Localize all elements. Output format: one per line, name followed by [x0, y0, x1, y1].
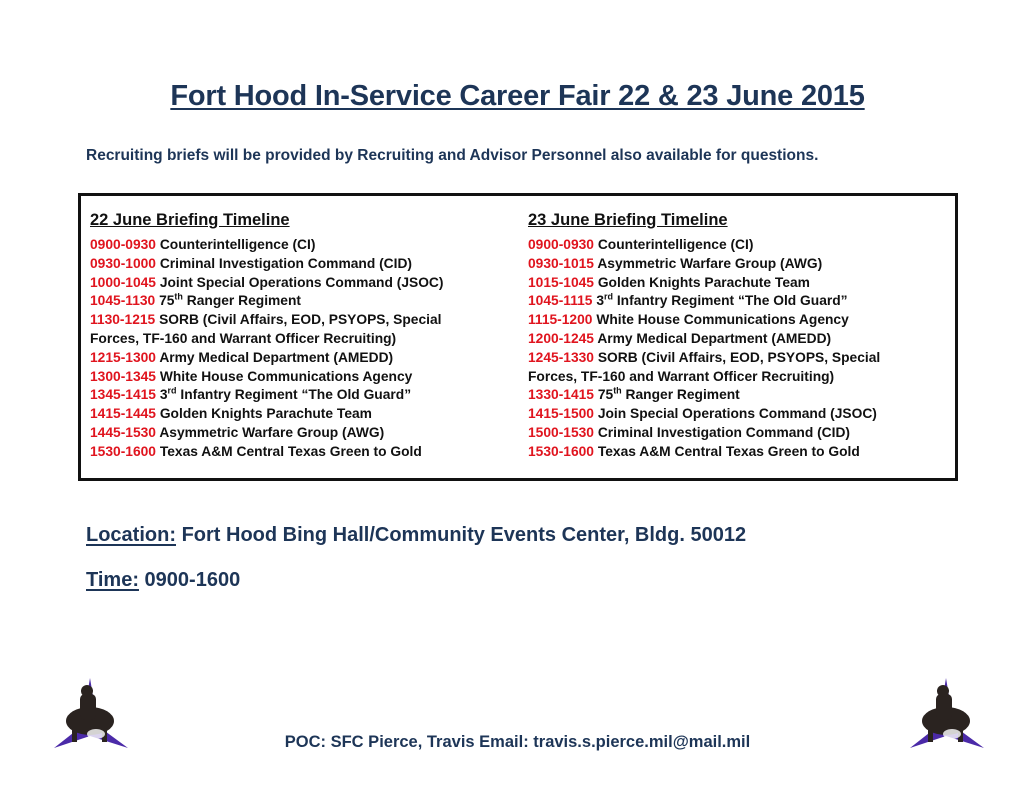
entry-time: 1500-1530	[528, 424, 594, 440]
entry-description: Texas A&M Central Texas Green to Gold	[597, 443, 860, 459]
timeline-entry	[528, 274, 948, 293]
location-line	[86, 524, 746, 547]
day2-timeline	[528, 210, 948, 462]
timeline-entry	[90, 255, 510, 274]
entry-time: 1530-1600	[90, 443, 156, 459]
timeline-entry	[528, 424, 948, 443]
entry-time: 1330-1415	[528, 387, 594, 403]
day1-entries	[90, 236, 510, 462]
timeline-entry: 1045-1115 3rd Infantry Regiment “The Old Guard”	[528, 291, 848, 309]
subtitle: Recruiting briefs will be provided by Recruiting and Advisor Personnel also available for questions.	[86, 147, 819, 164]
entry-description: Counterintelligence (CI)	[597, 237, 754, 252]
entry-description: Ranger Regiment	[186, 293, 301, 309]
entry-description: Infantry Regiment “The Old Guard”	[180, 387, 412, 403]
timeline-entry	[90, 274, 510, 293]
timeline-entry	[90, 443, 510, 462]
schedule-box	[78, 193, 958, 481]
entry-time: 0900-0930	[528, 237, 594, 252]
timeline-entry: 1045-1130 75th Ranger Regiment	[90, 291, 301, 309]
entry-description: Asymmetric Warfare Group (AWG)	[597, 255, 823, 271]
entry-time: 1130-1215	[90, 312, 156, 328]
day1-title: 22 June Briefing Timeline	[90, 211, 290, 229]
time-label: Time:	[86, 569, 139, 591]
entry-description: White House Communications Agency	[159, 368, 413, 384]
entry-description: Golden Knights Parachute Team	[159, 406, 372, 422]
entry-time: 1415-1500	[528, 406, 594, 422]
entry-continuation: Forces, TF-160 and Warrant Officer Recruiting)	[90, 330, 397, 346]
entry-description: Join Special Operations Command (JSOC)	[597, 406, 877, 422]
timeline-entry	[528, 311, 948, 330]
entry-description: SORB (Civil Affairs, EOD, PSYOPS, Special	[159, 312, 442, 328]
timeline-entry	[528, 405, 948, 424]
timeline-entry	[90, 424, 510, 443]
entry-description: Criminal Investigation Command (CID)	[159, 255, 413, 271]
entry-time: 1300-1345	[90, 368, 156, 384]
timeline-entry: 1345-1415 3rd Infantry Regiment “The Old Guard”	[90, 385, 412, 403]
entry-time: 0900-0930	[90, 237, 156, 252]
entry-description: Asymmetric Warfare Group (AWG)	[159, 424, 385, 440]
entry-time: 0930-1015	[528, 255, 594, 271]
timeline-entry	[90, 405, 510, 424]
entry-description: Golden Knights Parachute Team	[597, 274, 810, 290]
entry-time: 1000-1045	[90, 274, 156, 290]
entry-description: Infantry Regiment “The Old Guard”	[616, 293, 848, 309]
timeline-entry	[528, 349, 948, 368]
page-title	[0, 80, 1035, 113]
timeline-entry	[528, 236, 948, 255]
entry-description: Joint Special Operations Command (JSOC)	[159, 274, 444, 290]
entry-time: 1415-1445	[90, 406, 156, 422]
day2-entries	[528, 236, 948, 462]
entry-time: 1015-1045	[528, 274, 594, 290]
poc-contact: POC: SFC Pierce, Travis Email: travis.s.pierce.mil@mail.mil	[284, 733, 751, 751]
entry-time: 1045-1130	[90, 293, 156, 309]
entry-time: 1115-1200	[528, 312, 593, 328]
entry-description: Texas A&M Central Texas Green to Gold	[159, 443, 422, 459]
time-line	[86, 569, 240, 592]
entry-time: 1530-1600	[528, 443, 594, 459]
entry-time: 1245-1330	[528, 349, 594, 365]
location-value: Fort Hood Bing Hall/Community Events Center, Bldg. 50012	[181, 524, 747, 546]
entry-time: 0930-1000	[90, 255, 156, 271]
timeline-entry	[528, 443, 948, 462]
time-value: 0900-1600	[144, 569, 241, 591]
entry-description: White House Communications Agency	[596, 312, 849, 328]
entry-description: Army Medical Department (AMEDD)	[597, 330, 832, 346]
entry-time: 1200-1245	[528, 330, 594, 346]
entry-continuation: Forces, TF-160 and Warrant Officer Recruiting)	[528, 368, 835, 384]
timeline-entry	[90, 368, 510, 387]
entry-time: 1215-1300	[90, 349, 156, 365]
entry-time: 1445-1530	[90, 424, 156, 440]
timeline-entry: 1330-1415 75th Ranger Regiment	[528, 385, 740, 403]
timeline-entry	[528, 255, 948, 274]
day1-timeline	[90, 210, 510, 462]
title-text: Fort Hood In-Service Career Fair 22 & 23 June 2015	[170, 80, 865, 112]
timeline-entry	[528, 330, 948, 349]
location-label: Location:	[86, 524, 176, 546]
entry-description: Ranger Regiment	[625, 387, 740, 403]
timeline-entry	[90, 236, 510, 255]
entry-description: Counterintelligence (CI)	[159, 237, 316, 252]
timeline-entry	[90, 349, 510, 368]
day2-title: 23 June Briefing Timeline	[528, 211, 728, 229]
entry-description: SORB (Civil Affairs, EOD, PSYOPS, Special	[597, 349, 881, 365]
entry-time: 1345-1415	[90, 387, 156, 403]
timeline-entry	[90, 311, 510, 330]
entry-description: Army Medical Department (AMEDD)	[159, 349, 394, 365]
entry-description: Criminal Investigation Command (CID)	[597, 424, 851, 440]
entry-time: 1045-1115	[528, 293, 593, 309]
